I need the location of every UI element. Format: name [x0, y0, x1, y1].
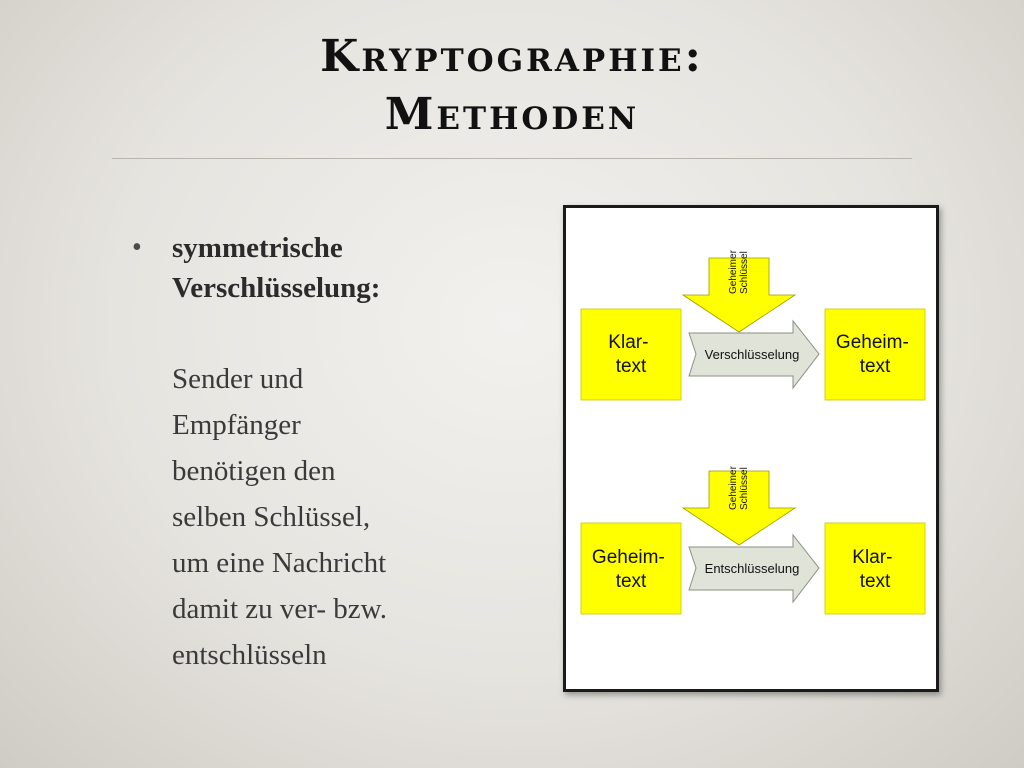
- plaintext-box: [825, 523, 925, 614]
- title-divider: [112, 158, 912, 159]
- plaintext-box: [581, 309, 681, 400]
- slide-title: [0, 28, 1024, 144]
- body-line: benötigen den: [172, 455, 336, 487]
- body-line: Sender und: [172, 363, 304, 395]
- plaintext-box-label: Klar- text: [852, 547, 893, 592]
- slide-title-line-1: Kryptographie:: [320, 31, 704, 82]
- slide-title-line-2: Methoden: [384, 89, 640, 140]
- key-arrow-label: Geheimer Schlüssel: [728, 250, 750, 294]
- encryption-diagram: [566, 208, 936, 689]
- bullet-dot-icon: •: [132, 232, 142, 263]
- key-arrow-label: Geheimer Schlüssel: [728, 466, 750, 510]
- body-line: um eine Nachricht: [172, 547, 387, 579]
- encryption-diagram-frame: [563, 205, 939, 692]
- body-line: Empfänger: [172, 409, 301, 441]
- body-line: damit zu ver- bzw.: [172, 593, 387, 625]
- body-line: selben Schlüssel,: [172, 501, 371, 533]
- bullet-body: [172, 356, 492, 678]
- encryption-arrow-label: Verschlüsselung: [704, 347, 800, 362]
- bullet-item: [132, 228, 492, 308]
- decryption-row: [581, 463, 925, 614]
- ciphertext-box: [581, 523, 681, 614]
- ciphertext-box-label: Geheim- text: [591, 547, 665, 592]
- bullet-label: symmetrische Verschlüsselung:: [172, 232, 381, 304]
- encryption-row: [581, 247, 925, 400]
- ciphertext-box: [825, 309, 925, 400]
- ciphertext-box-label: Geheim- text: [835, 332, 909, 377]
- body-line: entschlüsseln: [172, 639, 327, 671]
- plaintext-box-label: Klar- text: [608, 332, 649, 377]
- decryption-arrow-label: Entschlüsselung: [704, 561, 800, 576]
